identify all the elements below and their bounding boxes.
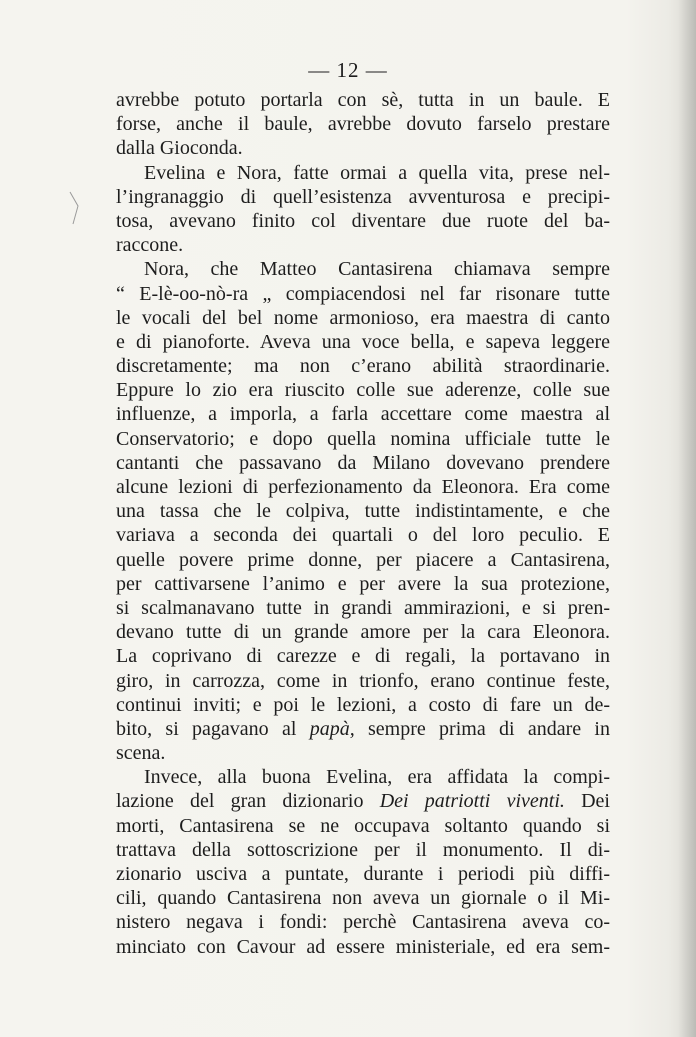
- text-line: lazione del gran dizionario Dei patriotti viventi. Dei: [116, 790, 610, 813]
- text-line: devano tutte di un grande amore per la cara Eleonora.: [116, 621, 610, 644]
- text-line: avrebbe potuto portarla con sè, tutta in un baule. E: [116, 89, 610, 111]
- text-line: una tassa che le colpiva, tutte indistintamente, e che: [116, 500, 610, 523]
- body-text: [116, 88, 610, 959]
- text-line: e di pianoforte. Aveva una voce bella, e sapeva leggere: [116, 330, 610, 353]
- text-line: Conservatorio; e dopo quella nomina ufficiale tutte le: [116, 427, 610, 450]
- text-line: scena.: [116, 742, 166, 765]
- page-edge-shadow: [678, 0, 696, 1037]
- text-line: bito, si pagavano al papà, sempre prima di andare in: [116, 717, 610, 740]
- italic-text: papà,: [309, 717, 355, 740]
- page-number: — 12 —: [308, 58, 388, 82]
- text-line: nistero negava i fondi: perchè Cantasirena aveva co-: [116, 911, 610, 934]
- text-line: Eppure lo zio era riuscito colle sue aderenze, colle sue: [116, 379, 610, 402]
- text-line: morti, Cantasirena se ne occupava soltanto quando si: [116, 814, 610, 837]
- text-line: La coprivano di carezze e di regali, la portavano in: [116, 645, 610, 668]
- text-line: continui inviti; e poi le lezioni, a costo di fare un de-: [116, 693, 610, 716]
- text-line: Evelina e Nora, fatte ormai a quella vita, prese nel-: [144, 161, 610, 184]
- text-line: forse, anche il baule, avrebbe dovuto farselo prestare: [116, 113, 610, 136]
- text-line: quelle povere prime donne, per piacere a Cantasirena,: [116, 548, 610, 571]
- text-line: tosa, avevano finito col diventare due ruote del ba-: [116, 209, 610, 232]
- text-line: giro, in carrozza, come in trionfo, erano continue feste,: [116, 669, 610, 692]
- text-line: cantanti che passavano da Milano dovevano prendere: [116, 451, 610, 474]
- text-line: alcune lezioni di perfezionamento da Eleonora. Era come: [116, 476, 610, 498]
- text-line: variava a seconda dei quartali o del loro peculio. E: [116, 524, 610, 547]
- text-line: zionario usciva a puntate, durante i periodi più diffi-: [116, 863, 610, 885]
- text-line: influenze, a imporla, a farla accettare come maestra al: [116, 403, 610, 426]
- text-line: trattava della sottoscrizione per il monumento. Il di-: [116, 838, 610, 861]
- italic-text: Dei patriotti viventi.: [379, 790, 565, 813]
- text-line: minciato con Cavour ad essere ministeriale, ed era sem-: [116, 935, 610, 958]
- stray-ink-mark: [68, 190, 82, 226]
- text-line: Nora, che Matteo Cantasirena chiamava sempre: [144, 258, 610, 281]
- text-line: dalla Gioconda.: [116, 137, 243, 160]
- text-line: le vocali del bel nome armonioso, era maestra di canto: [116, 306, 610, 329]
- text-line: cili, quando Cantasirena non aveva un giornale o il Mi-: [116, 887, 610, 910]
- text-line: raccone.: [116, 234, 184, 257]
- text-line: si scalmanavano tutte in grandi ammirazioni, e si pren-: [116, 596, 610, 619]
- text-line: per cattivarsene l’animo e per avere la sua protezione,: [116, 572, 610, 595]
- text-line: “ E-lè-oo-nò-ra „ compiacendosi nel far risonare tutte: [116, 282, 610, 305]
- text-line: discretamente; ma non c’erano abilità straordinarie.: [116, 355, 610, 378]
- text-line: l’ingranaggio di quell’esistenza avventurosa e precipi-: [116, 185, 610, 208]
- text-line: Invece, alla buona Evelina, era affidata la compi-: [144, 766, 610, 789]
